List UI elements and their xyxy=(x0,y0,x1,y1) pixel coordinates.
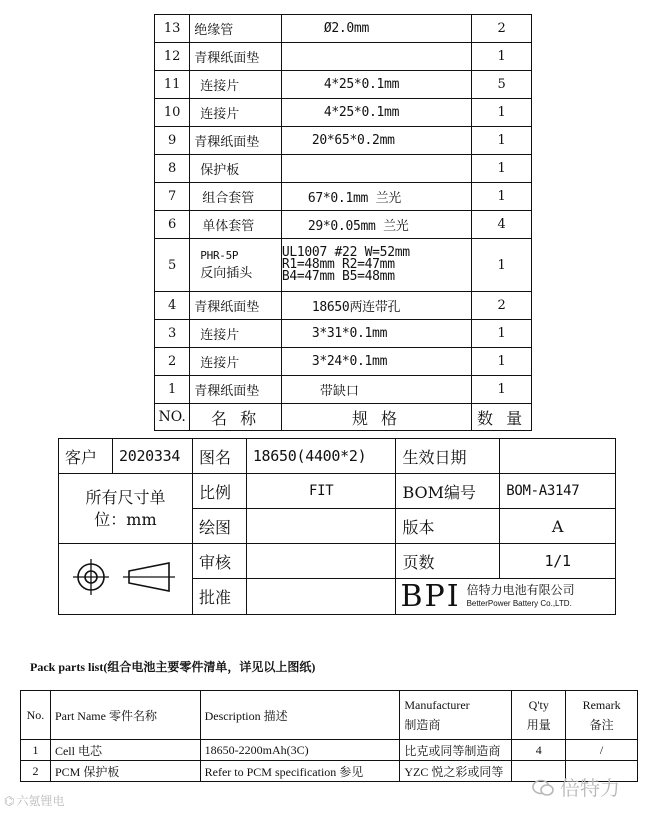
bom-row xyxy=(155,320,532,348)
pack-header-row xyxy=(21,691,638,740)
bom-header-name: 名 称 xyxy=(190,404,282,431)
bom-header-row xyxy=(155,404,532,431)
bom-row-spec: 20*65*0.2mm xyxy=(281,127,471,155)
pack-header-remark xyxy=(566,691,638,740)
table-row xyxy=(21,740,638,761)
bom-row-spec xyxy=(281,239,471,292)
bom-row-name: 绝缘管 xyxy=(190,15,282,43)
bom-row-spec: 3*31*0.1mm xyxy=(281,320,471,348)
bom-row-no: 13 xyxy=(155,15,190,43)
pages-value: 1/1 xyxy=(500,544,616,579)
watermark-left-icon: ⌬ xyxy=(4,793,15,808)
bom-row-spec: 4*25*0.1mm xyxy=(281,99,471,127)
bom-row-name: 青稞纸面垫 xyxy=(190,292,282,320)
bom-row-qty: 1 xyxy=(472,43,532,71)
bom-row-no: 9 xyxy=(155,127,190,155)
units-note-line2: 位：mm xyxy=(94,509,157,529)
projection-symbol xyxy=(59,544,193,615)
title-block xyxy=(58,438,616,615)
bom-row-no: 3 xyxy=(155,320,190,348)
pack-header-qty-en: Q'ty xyxy=(528,698,549,712)
bom-row-no: 1 xyxy=(155,376,190,404)
scale-label: 比例 xyxy=(192,474,246,509)
pack-header-no: No. xyxy=(21,691,51,740)
pack-parts-table xyxy=(20,690,638,782)
bom-header-no: NO. xyxy=(155,404,190,431)
pack-row-manufacturer: YZC 悦之彩或同等 xyxy=(400,761,512,782)
bom-row-name-line2: 反向插头 xyxy=(200,266,253,281)
bom-row-spec-line2: R1=48mm R2=47mm xyxy=(281,257,395,272)
bom-table xyxy=(154,14,532,431)
watermark-right xyxy=(532,772,620,801)
bom-row-qty: 2 xyxy=(472,15,532,43)
bom-row xyxy=(155,348,532,376)
bom-no-value: BOM-A3147 xyxy=(500,474,616,509)
bom-header-spec: 规 格 xyxy=(281,404,471,431)
bom-row-no: 10 xyxy=(155,99,190,127)
bom-row xyxy=(155,239,532,292)
company-name-cn: 倍特力电池有限公司 xyxy=(466,582,575,597)
pages-label: 页数 xyxy=(396,544,500,579)
bom-row xyxy=(155,71,532,99)
bom-row xyxy=(155,127,532,155)
bom-row-spec: 67*0.1mm 兰光 xyxy=(281,183,471,211)
pack-header-qty-cn: 用量 xyxy=(526,718,551,732)
pack-header-manufacturer xyxy=(400,691,512,740)
customer-label: 客户 xyxy=(59,439,113,474)
watermark-left xyxy=(4,792,65,809)
effective-date-label: 生效日期 xyxy=(396,439,500,474)
bom-row-qty: 1 xyxy=(472,239,532,292)
watermark-left-text: 六氪锂电 xyxy=(16,794,65,808)
bom-row xyxy=(155,211,532,239)
pack-row-description: Refer to PCM specification 参见 xyxy=(200,761,400,782)
units-note-line1: 所有尺寸单 xyxy=(85,487,166,507)
bom-row-spec: Ø2.0mm xyxy=(281,15,471,43)
pack-header-part-name: Part Name 零件名称 xyxy=(50,691,200,740)
pack-row-qty: 4 xyxy=(512,740,566,761)
bom-row-name: 连接片 xyxy=(190,99,282,127)
bom-row-qty: 5 xyxy=(472,71,532,99)
bom-row-spec-line3: B4=47mm B5=48mm xyxy=(281,269,395,284)
bom-row xyxy=(155,43,532,71)
bom-row-qty: 4 xyxy=(472,211,532,239)
bom-row-qty: 1 xyxy=(472,155,532,183)
drawing-name-label: 图名 xyxy=(192,439,246,474)
bom-row-spec: 4*25*0.1mm xyxy=(281,71,471,99)
watermark-right-text: 倍特力 xyxy=(560,776,620,800)
logo-mark: BPI xyxy=(400,579,461,614)
bom-row-qty: 1 xyxy=(472,183,532,211)
approve-label: 批准 xyxy=(192,579,246,615)
bom-row-no: 2 xyxy=(155,348,190,376)
bom-row xyxy=(155,292,532,320)
review-label: 审核 xyxy=(192,544,246,579)
pack-row-no: 2 xyxy=(21,761,51,782)
bom-row-name: 青稞纸面垫 xyxy=(190,376,282,404)
pack-row-remark: / xyxy=(566,740,638,761)
pack-row-manufacturer: 比克或同等制造商 xyxy=(400,740,512,761)
bom-row-name: 连接片 xyxy=(190,320,282,348)
bom-row-qty: 2 xyxy=(472,292,532,320)
pack-list-title: Pack parts list(组合电池主要零件清单，详见以上图纸) xyxy=(30,660,316,674)
bom-row-name-line1: PHR-5P xyxy=(200,249,239,262)
drawing-name-value: 18650(4400*2) xyxy=(246,439,396,474)
pack-row-part-name: PCM 保护板 xyxy=(50,761,200,782)
review-value xyxy=(246,544,396,579)
bom-row-spec xyxy=(281,155,471,183)
bom-row xyxy=(155,376,532,404)
scale-value: FIT xyxy=(246,474,396,509)
bom-row-spec: 3*24*0.1mm xyxy=(281,348,471,376)
pack-header-remark-en: Remark xyxy=(582,698,621,712)
bom-row-name: 青稞纸面垫 xyxy=(190,127,282,155)
customer-value: 2020334 xyxy=(112,439,192,474)
bom-row-no: 5 xyxy=(155,239,190,292)
bom-row xyxy=(155,155,532,183)
wechat-icon xyxy=(532,778,554,796)
bom-row-name: 青稞纸面垫 xyxy=(190,43,282,71)
bom-row-no: 11 xyxy=(155,71,190,99)
pack-header-description: Description 描述 xyxy=(200,691,400,740)
bom-header-qty: 数 量 xyxy=(472,404,532,431)
pack-header-manufacturer-cn: 制造商 xyxy=(404,718,441,732)
pack-header-remark-cn: 备注 xyxy=(589,718,614,732)
bom-row-qty: 1 xyxy=(472,320,532,348)
bom-row-no: 4 xyxy=(155,292,190,320)
bom-row-no: 6 xyxy=(155,211,190,239)
bom-row xyxy=(155,15,532,43)
bom-row-name: 保护板 xyxy=(190,155,282,183)
company-name-en: BetterPower Battery Co.,LTD. xyxy=(466,598,572,608)
bom-row-no: 7 xyxy=(155,183,190,211)
bom-row-name: 组合套管 xyxy=(190,183,282,211)
bom-row xyxy=(155,99,532,127)
approve-value xyxy=(246,579,396,615)
bom-row-spec xyxy=(281,43,471,71)
bom-row-name: 连接片 xyxy=(190,71,282,99)
bom-row-name: 连接片 xyxy=(190,348,282,376)
bom-row-name xyxy=(190,239,282,292)
bom-row-name: 单体套管 xyxy=(190,211,282,239)
bom-row-no: 8 xyxy=(155,155,190,183)
bom-row-qty: 1 xyxy=(472,99,532,127)
bom-row-spec: 带缺口 xyxy=(281,376,471,404)
bom-no-label: BOM编号 xyxy=(396,474,500,509)
version-value: A xyxy=(500,509,616,544)
pack-row-description: 18650-2200mAh(3C) xyxy=(200,740,400,761)
pack-header-qty xyxy=(512,691,566,740)
bom-row xyxy=(155,183,532,211)
company-logo xyxy=(396,579,616,615)
pack-row-no: 1 xyxy=(21,740,51,761)
pack-header-manufacturer-en: Manufacturer xyxy=(404,698,470,712)
pack-row-part-name: Cell 电芯 xyxy=(50,740,200,761)
drawn-value xyxy=(246,509,396,544)
version-label: 版本 xyxy=(396,509,500,544)
units-note xyxy=(59,474,193,544)
bom-row-qty: 1 xyxy=(472,127,532,155)
bom-row-spec: 29*0.05mm 兰光 xyxy=(281,211,471,239)
bom-row-spec: 18650两连带孔 xyxy=(281,292,471,320)
bom-row-no: 12 xyxy=(155,43,190,71)
effective-date-value xyxy=(500,439,616,474)
projection-symbol-icon xyxy=(65,547,185,607)
bom-row-spec-line1: UL1007 #22 W=52mm xyxy=(281,245,410,260)
bom-row-qty: 1 xyxy=(472,348,532,376)
bom-row-qty: 1 xyxy=(472,376,532,404)
drawn-label: 绘图 xyxy=(192,509,246,544)
